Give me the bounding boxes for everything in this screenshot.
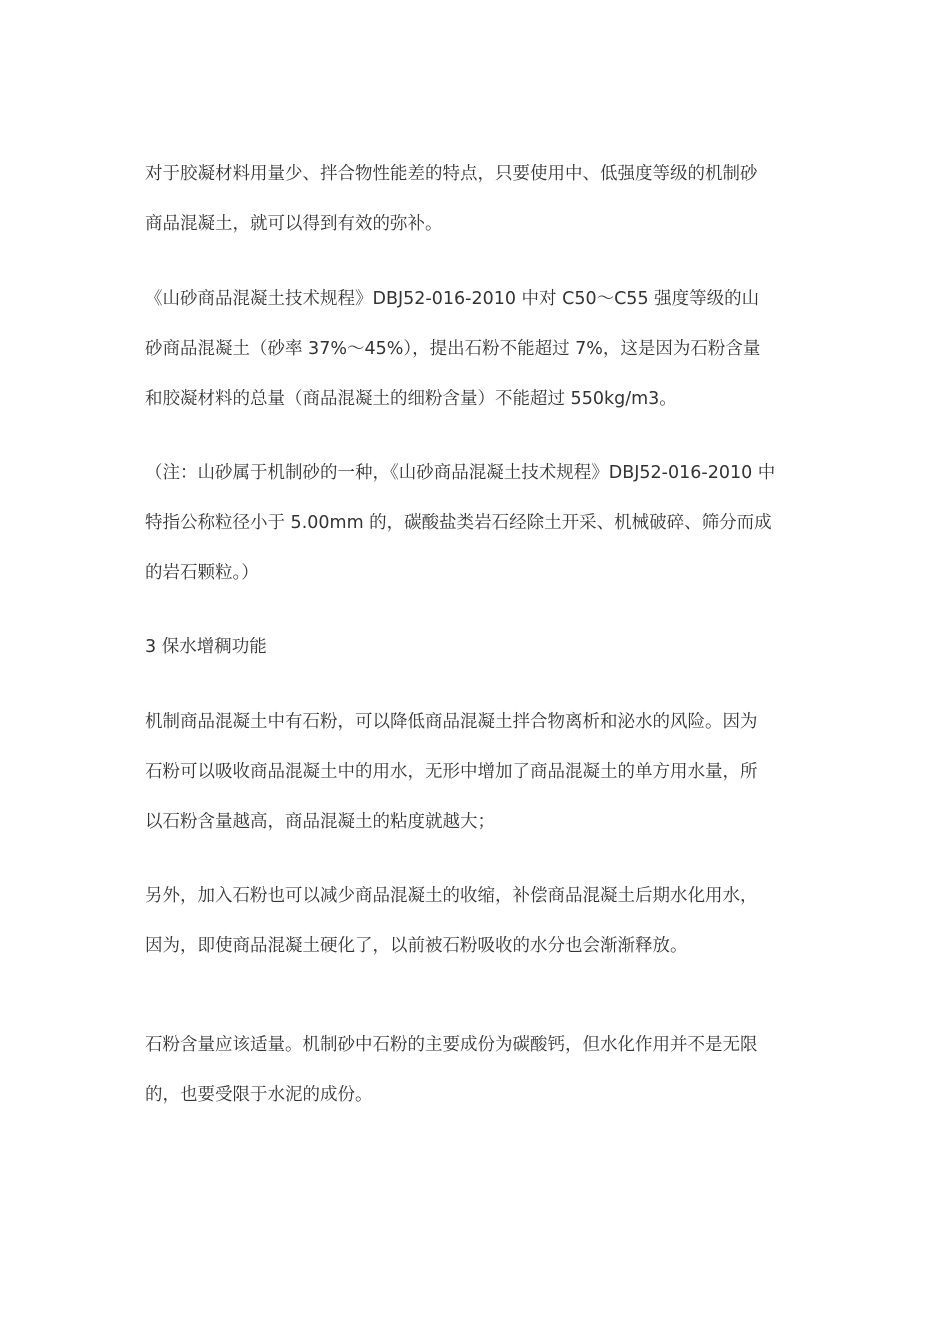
text-line: 商品混凝土，就可以得到有效的弥补。 (145, 214, 443, 234)
heading-text: 3 保水增稠功能 (145, 637, 267, 657)
paragraph-water-retention (145, 697, 810, 847)
text-line: 的岩石颗粒。） (145, 563, 259, 583)
text-line: 的，也要受限于水泥的成份。 (145, 1085, 373, 1105)
text-line: （注：山砂属于机制砂的一种，《山砂商品混凝土技术规程》DBJ52-016-2010 中 (145, 463, 776, 483)
text-line: 石粉含量应该适量。机制砂中石粉的主要成份为碳酸钙，但水化作用并不是无限 (145, 1035, 758, 1055)
text-line: 《山砂商品混凝土技术规程》DBJ52-016-2010 中对 C50～C55 强度等级的山 (145, 289, 760, 309)
paragraph-shrinkage (145, 871, 810, 971)
text-line: 因为，即使商品混凝土硬化了，以前被石粉吸收的水分也会渐渐释放。 (145, 936, 688, 956)
paragraph-note (145, 448, 810, 598)
text-line: 砂商品混凝土（砂率 37%～45%），提出石粉不能超过 7%，这是因为石粉含量 (145, 339, 761, 359)
text-line: 特指公称粒径小于 5.00mm 的，碳酸盐类岩石经除土开采、机械破碎、筛分而成 (145, 513, 772, 533)
text-line: 对于胶凝材料用量少、拌合物性能差的特点，只要使用中、低强度等级的机制砂 (145, 164, 758, 184)
paragraph-standard-limit (145, 274, 810, 424)
text-line: 另外，加入石粉也可以减少商品混凝土的收缩，补偿商品混凝土后期水化用水， (145, 886, 758, 906)
paragraph-stone-powder-content (145, 1020, 810, 1120)
text-line: 机制商品混凝土中有石粉，可以降低商品混凝土拌合物离析和泌水的风险。因为 (145, 712, 758, 732)
text-line: 以石粉含量越高，商品混凝土的粘度就越大； (145, 812, 495, 832)
paragraph-fines-compensation (145, 149, 810, 249)
text-line: 和胶凝材料的总量（商品混凝土的细粉含量）不能超过 550kg/m3。 (145, 389, 677, 409)
section-heading (145, 622, 810, 672)
text-line: 石粉可以吸收商品混凝土中的用水，无形中增加了商品混凝土的单方用水量，所 (145, 762, 758, 782)
